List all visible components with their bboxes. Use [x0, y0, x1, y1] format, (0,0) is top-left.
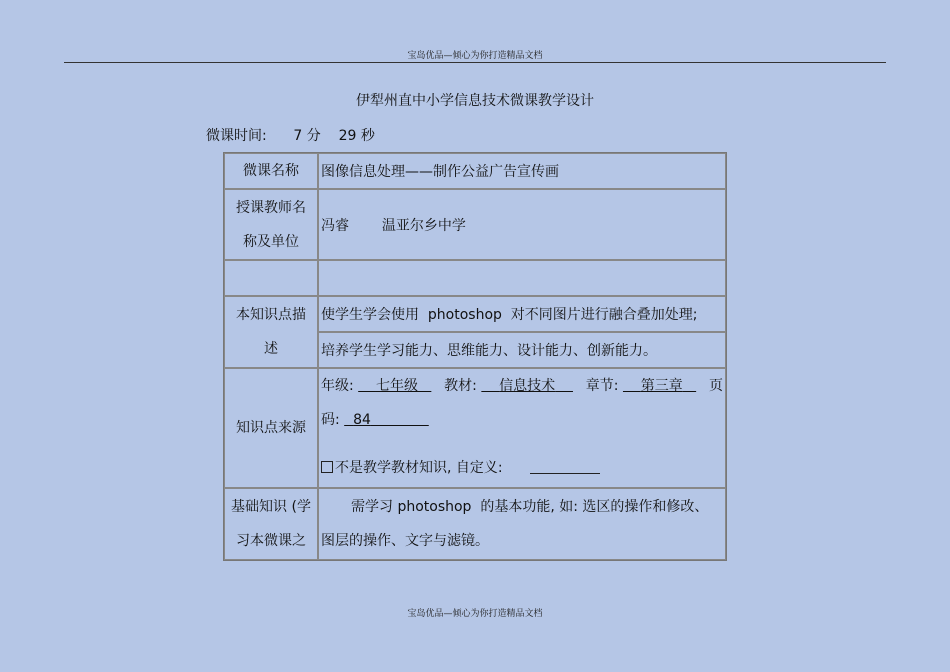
knowledge-desc-line2: 培养学生学习能力、思维能力、设计能力、创新能力。: [318, 332, 726, 368]
empty-label-cell: [224, 260, 318, 296]
course-name-value: 图像信息处理——制作公益广告宣传画: [318, 153, 726, 189]
duration-seconds: 29: [338, 128, 357, 144]
source-line2: [321, 403, 723, 437]
row-empty: [224, 260, 726, 296]
duration-minutes: 7: [293, 128, 303, 144]
empty-value-cell: [318, 260, 726, 296]
row-knowledge-desc-1: [224, 296, 726, 332]
basics-line1: 需学习 photoshop 的基本功能, 如: 选区的操作和修改、: [351, 499, 709, 515]
chapter-field: [586, 369, 696, 403]
course-name-label: 微课名称: [224, 153, 318, 189]
textbook-value: 信息技术: [499, 378, 556, 394]
grade-field: [321, 369, 431, 403]
row-course-name: [224, 153, 726, 189]
source-label: 知识点来源: [224, 368, 318, 488]
teacher-label-line2: 称及单位: [243, 233, 299, 250]
page-header: 宝岛优品—倾心为你打造精品文档: [407, 51, 543, 61]
knowledge-desc-label: [224, 296, 318, 368]
custom-definition-blank: [530, 461, 600, 474]
minutes-unit: 分: [306, 128, 321, 144]
teacher-label: [224, 189, 318, 260]
teacher-label-line1: 授课教师名: [236, 199, 306, 216]
basics-label: [224, 488, 318, 560]
teacher-name: 冯睿: [321, 217, 349, 234]
seconds-unit: 秒: [360, 128, 375, 144]
checkbox-icon[interactable]: [321, 461, 333, 473]
basics-label-line2: 习本微课之: [236, 533, 306, 549]
page-footer: 宝岛优品—倾心为你打造精品文档: [407, 609, 543, 619]
duration-label: 微课时间:: [206, 128, 267, 144]
basics-line2: 图层的操作、文字与滤镜。: [321, 533, 489, 549]
knowledge-desc-line1: 使学生学会使用 photoshop 对不同图片进行融合叠加处理;: [318, 296, 726, 332]
knowledge-desc-label-line2: 述: [264, 341, 278, 357]
header-divider: [64, 62, 886, 63]
source-line3: [321, 451, 723, 485]
page-value: 84: [353, 412, 371, 428]
teacher-value: [318, 189, 726, 260]
row-basics: [224, 488, 726, 560]
textbook-field: [444, 369, 573, 403]
teacher-school: 温亚尔乡中学: [381, 217, 466, 234]
page-label-1: 页: [708, 378, 723, 394]
source-value: [318, 368, 726, 488]
course-duration: [206, 125, 375, 145]
document-title: 伊犁州直中小学信息技术微课教学设计: [356, 93, 594, 109]
basics-value: [318, 488, 726, 560]
row-source: [224, 368, 726, 488]
chapter-label: 章节:: [585, 378, 619, 394]
row-teacher: [224, 189, 726, 260]
chapter-value: 第三章: [640, 378, 683, 394]
basics-label-line1: 基础知识 (学: [231, 499, 311, 515]
knowledge-desc-label-line1: 本知识点描: [236, 307, 306, 323]
course-info-table: [223, 152, 727, 561]
source-line1: [321, 369, 723, 403]
page-label-2: 码:: [321, 412, 340, 428]
grade-label: 年级:: [321, 378, 354, 394]
not-textbook-text: 不是教学教材知识, 自定义:: [335, 460, 503, 476]
textbook-label: 教材:: [444, 378, 477, 394]
grade-value: 七年级: [375, 378, 418, 394]
